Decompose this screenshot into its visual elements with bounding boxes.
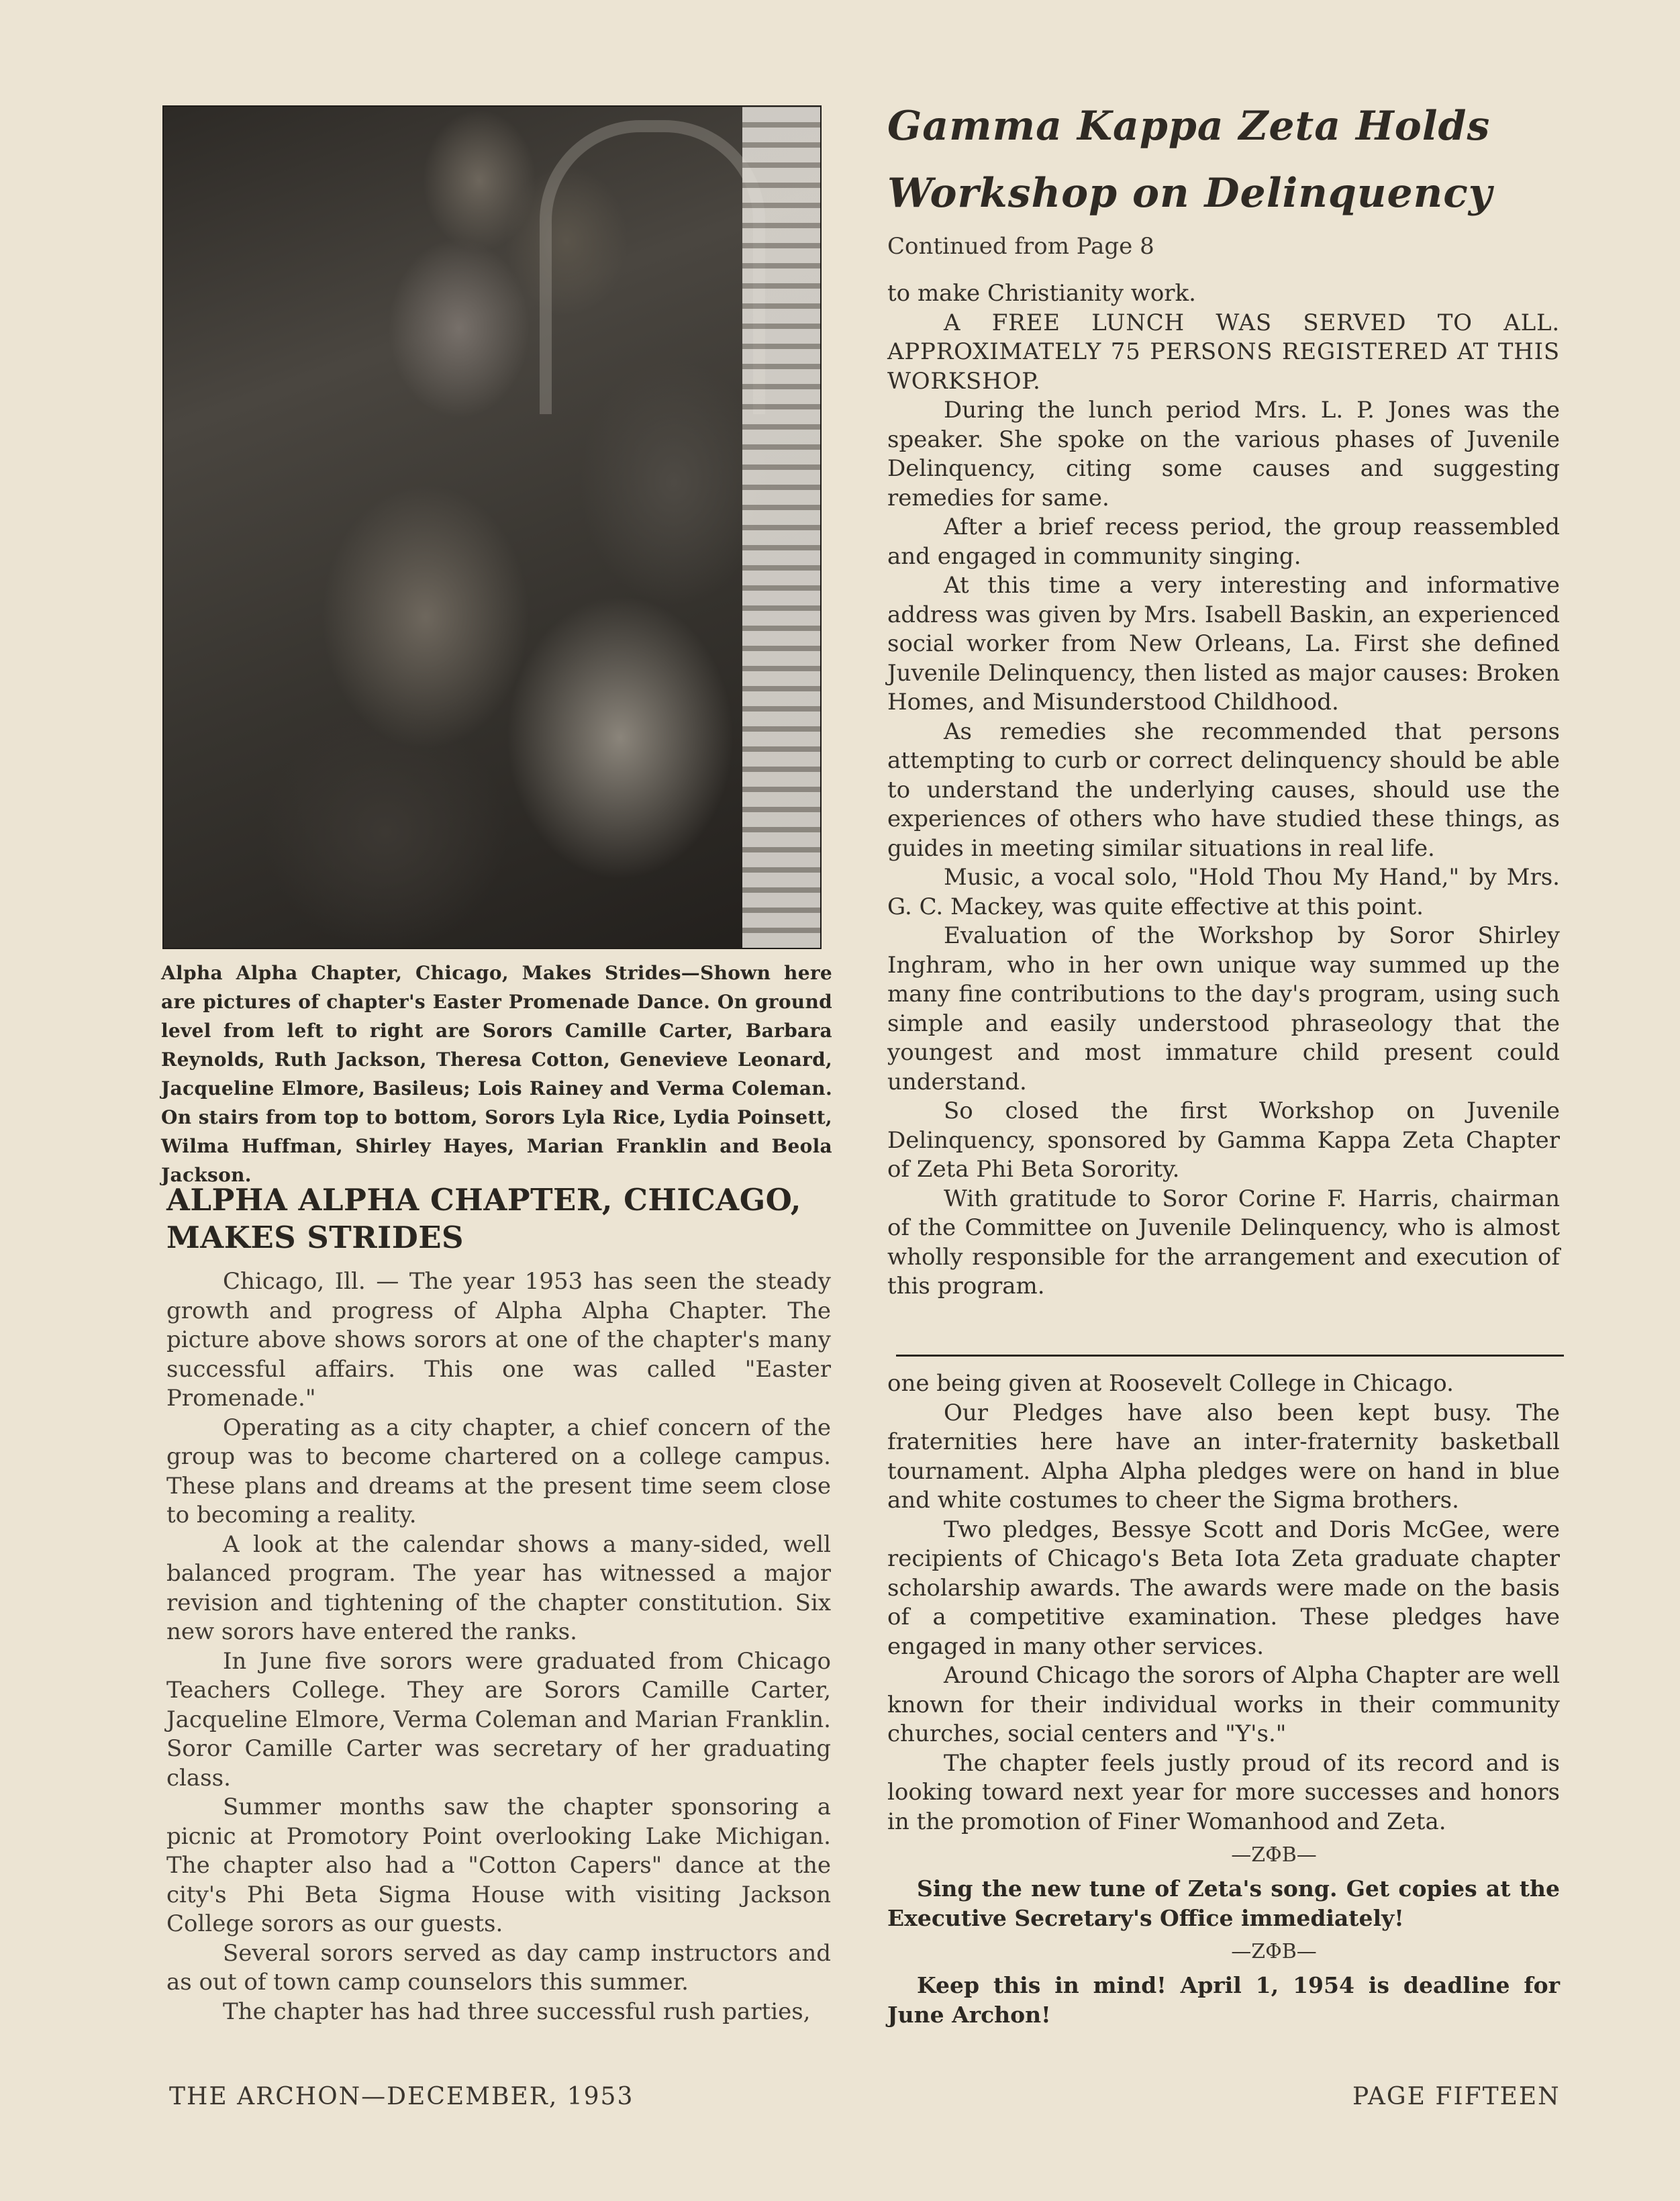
right-lead: to make Christianity work. [887, 280, 1196, 307]
left-paragraph: The chapter has had three successful rush parties, [223, 1998, 811, 2025]
right-paragraph: As remedies she recommended that persons attempting to curb or correct delinquency should be able to understand the underlying causes, should use the experiences of others who have studied these things, as guides in meeting similar situations in real life. [887, 718, 1560, 862]
right-article-body [887, 279, 1560, 1302]
deadline-notice: Keep this in mind! April 1, 1954 is deadline for June Archon! [887, 1972, 1560, 2028]
group-photo [162, 105, 822, 949]
right-paragraph: At this time a very interesting and informative address was given by Mrs. Isabell Baskin, an experienced social worker from New Orleans, La. First she defined Juvenile Delinquency, then listed as major causes: Broken Homes, and Misunderstood Childhood. [887, 572, 1560, 716]
continued-note: Continued from Page 8 [887, 233, 1154, 260]
continuation-lead: one being given at Roosevelt College in Chicago. [887, 1370, 1454, 1397]
right-paragraph: So closed the first Workshop on Juvenile Delinquency, sponsored by Gamma Kappa Zeta Chapter of Zeta Phi Beta Sorority. [887, 1097, 1560, 1183]
footer-page-number: PAGE FIFTEEN [1352, 2083, 1561, 2110]
left-paragraph: Chicago, Ill. — The year 1953 has seen the steady growth and progress of Alpha Alpha Chapter. The picture above shows sorors at one of the chapter's many successful affairs. This one was called "Easter Promenade." [166, 1268, 831, 1412]
right-paragraph: With gratitude to Soror Corine F. Harris, chairman of the Committee on Juvenile Delinquency, who is almost wholly responsible for the arrangement and execution of this program. [887, 1185, 1560, 1300]
left-article-body [166, 1267, 831, 2026]
right-article-title [887, 93, 1565, 227]
photo-caption: Alpha Alpha Chapter, Chicago, Makes Strides—Shown here are pictures of chapter's Easter Promenade Dance. On ground level from left to right are Sorors Camille Carter, Barbara Reynolds, Ruth Jackson, Theresa Cotton, Genevieve Leonard, Jacqueline Elmore, Basileus; Lois Rainey and Verma Coleman. On stairs from top to bottom, Sorors Lyla Rice, Lydia Poinsett, Wilma Huffman, Shirley Hayes, Marian Franklin and Beola Jackson. [161, 962, 832, 1186]
continuation-paragraph: Two pledges, Bessye Scott and Doris McGee, were recipients of Chicago's Beta Iota Zeta graduate chapter scholarship awards. The awards were made on the basis of a competitive examination. These pledges have engaged in many other services. [887, 1516, 1560, 1660]
left-article-title: ALPHA ALPHA CHAPTER, CHICAGO, MAKES STRIDES [166, 1182, 801, 1255]
footer-publication: THE ARCHON—DECEMBER, 1953 [169, 2083, 634, 2110]
right-paragraph: Evaluation of the Workshop by Soror Shirley Inghram, who in her own unique way summed up the many fine contributions to the day's program, using such simple and easily understood phraseology that the youngest and most immature child present could understand. [887, 922, 1560, 1095]
photo-archway [540, 120, 765, 414]
left-paragraph: Several sorors served as day camp instructors and as out of town camp counselors this summer. [166, 1939, 831, 1996]
right-caps-paragraph: A FREE LUNCH WAS SERVED TO ALL. APPROXIMATELY 75 PERSONS REGISTERED AT THIS WORKSHOP. [887, 309, 1560, 395]
left-paragraph: In June five sorors were graduated from Chicago Teachers College. They are Sorors Camille Carter, Jacqueline Elmore, Verma Coleman and Marian Franklin. Soror Camille Carter was secretary of her graduating class. [166, 1647, 831, 1792]
song-notice: Sing the new tune of Zeta's song. Get copies at the Executive Secretary's Office immediately! [887, 1875, 1560, 1931]
left-paragraph: Summer months saw the chapter sponsoring a picnic at Promotory Point overlooking Lake Michigan. The chapter also had a "Cotton Capers" dance at the city's Phi Beta Sigma House with visiting Jackson College sorors as our guests. [166, 1794, 831, 1937]
zeta-separator: —ZΦB— [1231, 1940, 1317, 1963]
zeta-separator: —ZΦB— [1231, 1843, 1317, 1867]
photo-staircase-rail [742, 107, 820, 948]
right-paragraph: During the lunch period Mrs. L. P. Jones was the speaker. She spoke on the various phases of Juvenile Delinquency, citing some causes and suggesting remedies for same. [887, 397, 1560, 511]
left-paragraph: Operating as a city chapter, a chief concern of the group was to become chartered on a college campus. These plans and dreams at the present time seem close to becoming a reality. [166, 1414, 831, 1528]
continuation-paragraph: Around Chicago the sorors of Alpha Chapter are well known for their individual works in their community churches, social centers and "Y's." [887, 1662, 1560, 1747]
right-title-line-1: Gamma Kappa Zeta Holds [887, 103, 1491, 150]
continuation-body [887, 1369, 1560, 2030]
continuation-paragraph: The chapter feels justly proud of its record and is looking toward next year for more successes and honors in the promotion of Finer Womanhood and Zeta. [887, 1749, 1560, 1835]
right-title-line-2: Workshop on Delinquency [887, 170, 1493, 217]
left-paragraph: A look at the calendar shows a many-sided, well balanced program. The year has witnessed a major revision and tightening of the chapter constitution. Six new sorors have entered the ranks. [166, 1530, 831, 1645]
right-paragraph: After a brief recess period, the group reassembled and engaged in community singing. [887, 513, 1560, 570]
right-paragraph: Music, a vocal solo, "Hold Thou My Hand," by Mrs. G. C. Mackey, was quite effective at this point. [887, 864, 1560, 920]
continuation-paragraph: Our Pledges have also been kept busy. The fraternities here have an inter-fraternity basketball tournament. Alpha Alpha pledges were on hand in blue and white costumes to cheer the Sigma brothers. [887, 1399, 1560, 1514]
section-divider [896, 1355, 1564, 1357]
